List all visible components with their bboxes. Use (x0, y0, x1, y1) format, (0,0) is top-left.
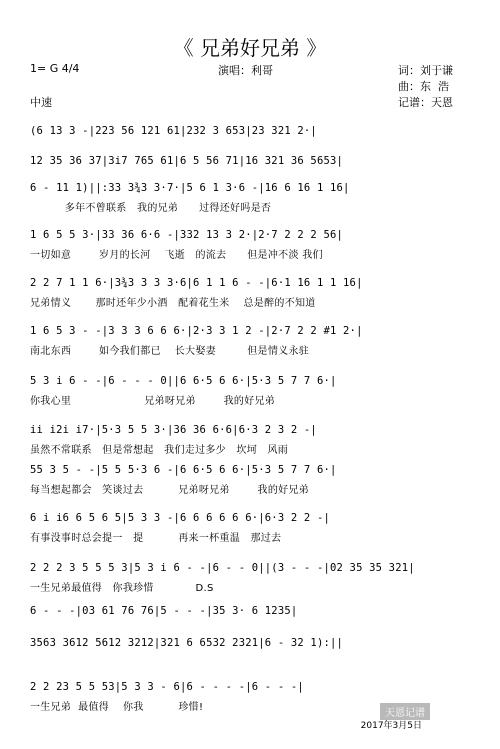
staff-line: 55 3 5 - -|5 5 5·3 6 -|6 6·5 6 6·|5·3 5 7 7 6·| (30, 464, 337, 476)
key-signature: 1= G 4/4 (30, 62, 80, 75)
song-title: 《 兄弟好兄弟 》 (173, 36, 327, 60)
lyric-line: 你我心里 兄弟呀兄弟 我的好兄弟 (30, 396, 276, 407)
staff-line: 2 2 2 3 5 5 5 3|5 3 i 6 - -|6 - - 0||(3 - - -|02 35 35 321| (30, 562, 415, 574)
staff-line: ii i2i i7·|5·3 5 5 3·|36 36 6·6|6·3 2 3 2 -| (30, 424, 317, 436)
staff-line: 1 6 5 3 - -|3 3 3 6 6 6·|2·3 3 1 2 -|2·7 2 2 #1 2·| (30, 325, 363, 337)
lyric-line: 一生兄弟最值得 你我珍惜 D.S (30, 583, 214, 594)
singer-credit: 演唱：利哥 (218, 64, 273, 77)
staff-line: 2 2 7 1 1 6·|3¾3 3 3 3·6|6 1 1 6 - -|6·1 16 1 1 16| (30, 277, 363, 289)
lyric-line: 一生兄弟 最值得 你我 珍惜! (30, 702, 204, 713)
staff-line: (6 13 3 -|223 56 121 61|232 3 653|23 321 2·| (30, 125, 317, 137)
staff-line: 3563 3612 5612 3212|321 6 6532 2321|6 - 32 1):|| (30, 637, 344, 649)
lyric-line: 虽然不常联系 但是常想起 我们走过多少 坎坷 风雨 (30, 445, 289, 456)
lyric-line: 一切如意 岁月的长河 飞逝 的流去 但是冲不淡 我们 (30, 250, 323, 261)
lyric-line: 有事没事时总会提一 提 再来一杯重温 那过去 (30, 533, 282, 544)
transcriber-credit: 记谱：天恩 (398, 96, 453, 109)
staff-line: 5 3 i 6 - -|6 - - - 0||6 6·5 6 6·|5·3 5 7 7 6·| (30, 375, 337, 387)
composer-credit: 曲：东 浩 (398, 80, 449, 93)
staff-line: 1 6 5 5 3·|33 36 6·6 -|332 13 3 2·|2·7 2 2 2 56| (30, 229, 344, 241)
lyric-line: 每当想起都会 笑谈过去 兄弟呀兄弟 我的好兄弟 (30, 485, 310, 496)
lyric-line: 兄弟情义 那时还年少小酒 配着花生米 总是醉的不知道 (30, 298, 316, 309)
staff-line: 6 - 11 1)||:33 3¾3 3·7·|5 6 1 3·6 -|16 6 16 1 16| (30, 182, 350, 194)
lyric-line: 多年不曾联系 我的兄弟 过得还好吗是否 (30, 203, 272, 214)
lyric-line: 南北东西 如今我们都已 长大娶妻 但是情义永驻 (30, 346, 310, 357)
staff-line: 6 - - -|03 61 76 76|5 - - -|35 3· 6 1235| (30, 605, 298, 617)
date-label: 2017年3月5日 (360, 721, 422, 731)
watermark: 天恩记谱 (380, 703, 430, 720)
lyricist-credit: 词：刘于谦 (398, 64, 453, 77)
staff-line: 12 35 36 37|3i7 765 61|6 5 56 71|16 321 36 5653| (30, 155, 344, 167)
staff-line: 2 2 23 5 5 53|5 3 3 - 6|6 - - - -|6 - - -| (30, 681, 304, 693)
staff-line: 6 i i6 6 5 6 5|5 3 3 -|6 6 6 6 6 6·|6·3 2 2 -| (30, 512, 330, 524)
tempo-marking: 中速 (30, 96, 52, 109)
